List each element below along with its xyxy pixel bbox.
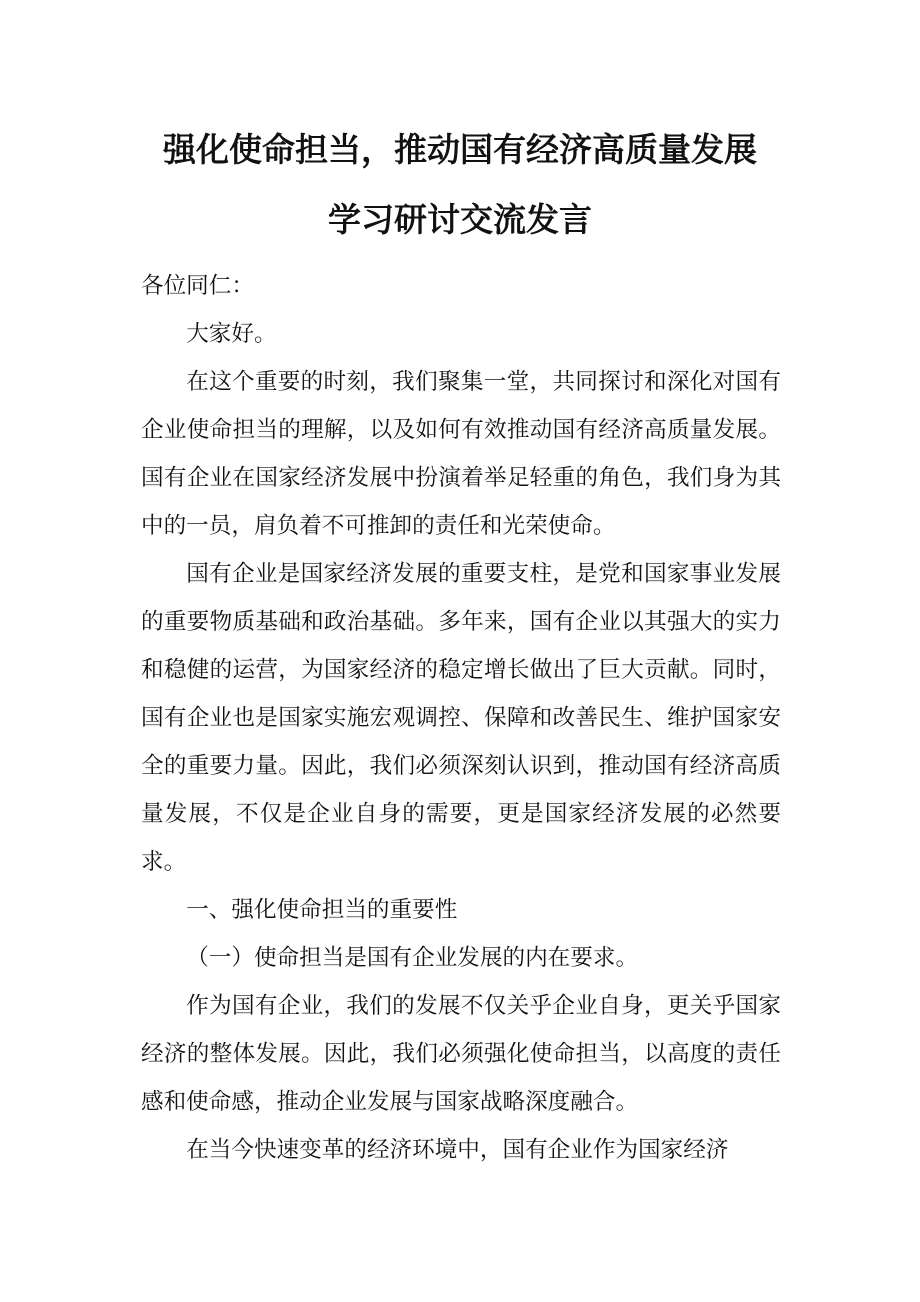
document-title: 强化使命担当，推动国有经济高质量发展 — [163, 130, 757, 169]
body-paragraph: 在这个重要的时刻，我们聚集一堂，共同探讨和深化对国有企业使命担当的理解，以及如何有效推动国有经济高质量发展。国有企业在国家经济发展中扮演着举足轻重的角色，我们身为其中的一员，肩负着不可推卸的责任和光荣使命。 — [141, 369, 781, 539]
greeting-paragraph: 大家好。 — [186, 321, 277, 347]
document-subtitle: 学习研讨交流发言 — [328, 200, 592, 239]
salutation: 各位同仁： — [141, 273, 254, 299]
section-heading: 一、强化使命担当的重要性 — [186, 897, 458, 923]
subsection-heading: （一）使命担当是国有企业发展的内在要求。 — [186, 945, 639, 971]
body-paragraph: 国有企业是国家经济发展的重要支柱，是党和国家事业发展的重要物质基础和政治基础。多年来，国有企业以其强大的实力和稳健的运营，为国家经济的稳定增长做出了巨大贡献。同时，国有企业也是国家实施宏观调控、保障和改善民生、维护国家安全的重要力量。因此，我们必须深刻认识到，推动国有经济高质量发展，不仅是企业自身的需要，更是国家经济发展的必然要求。 — [141, 561, 781, 875]
document-body — [141, 262, 781, 1174]
body-paragraph: 作为国有企业，我们的发展不仅关乎企业自身，更关乎国家经济的整体发展。因此，我们必须强化使命担当，以高度的责任感和使命感，推动企业发展与国家战略深度融合。 — [141, 993, 781, 1115]
body-paragraph: 在当今快速变革的经济环境中，国有企业作为国家经济 — [186, 1137, 729, 1163]
